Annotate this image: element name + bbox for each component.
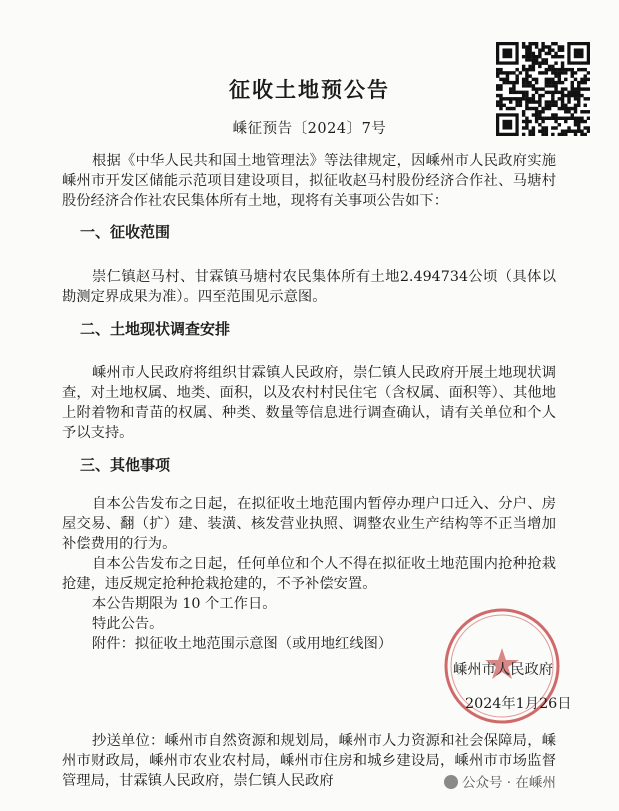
section-3-paragraph-1: 自本公告发布之日起，在拟征收土地范围内暂停办理户口迁入、分户、房屋交易、翻（扩）建、装潢、核发营业执照、调整农业生产结构等不正当增加补偿费用的行为。 (62, 496, 556, 552)
section-1-heading: 一、征收范围 (80, 223, 171, 241)
section-3-paragraph-4: 特此公告。 (92, 616, 164, 632)
watermark-text: 公众号 · 在嵊州 (462, 775, 556, 791)
section-1-body: 崇仁镇赵马村、甘霖镇马塘村农民集体所有土地2.494734公顷（具体以勘测定界成果为准）。四至范围见示意图。 (62, 269, 556, 305)
wechat-icon (444, 775, 458, 789)
cc-list: 抄送单位：嵊州市自然资源和规划局，嵊州市人力资源和社会保障局，嵊州市财政局，嵊州市农业农村局，嵊州市住房和城乡建设局，嵊州市市场监督管理局，甘霖镇人民政府，崇仁镇人民政府 (62, 733, 556, 789)
section-3-paragraph-3: 本公告期限为 10 个工作日。 (92, 596, 277, 612)
attachment-line: 附件：拟征收土地范围示意图（或用地红线图） (92, 636, 393, 652)
document-number: 嵊征预告〔2024〕7号 (232, 121, 387, 137)
section-3-paragraph-2: 自本公告发布之日起，任何单位和个人不得在拟征收土地范围内抢种抢栽抢建，违反规定抢种抢栽抢建的，不予补偿安置。 (62, 556, 556, 592)
signer: 嵊州市人民政府 (453, 662, 554, 678)
section-2-body: 嵊州市人民政府将组织甘霖镇人民政府，崇仁镇人民政府开展土地现状调查，对土地权属、地类、面积，以及农村村民住宅（含权属、面积等）、其他地上附着物和青苗的权属、种类、数量等信息进行调查确认，请有关单位和个人予以支持。 (62, 365, 556, 441)
section-3-heading: 三、其他事项 (80, 456, 171, 474)
watermark (444, 771, 556, 791)
document-title: 征收土地预公告 (229, 78, 390, 102)
date: 2024年1月26日 (465, 696, 572, 712)
section-2-heading: 二、土地现状调查安排 (80, 320, 231, 338)
intro-paragraph: 根据《中华人民共和国土地管理法》等法律规定，因嵊州市人民政府实施嵊州市开发区储能示范项目建设项目，拟征收赵马村股份经济合作社、马塘村股份经济合作社农民集体所有土地，现将有关事项公告如下： (62, 153, 556, 209)
